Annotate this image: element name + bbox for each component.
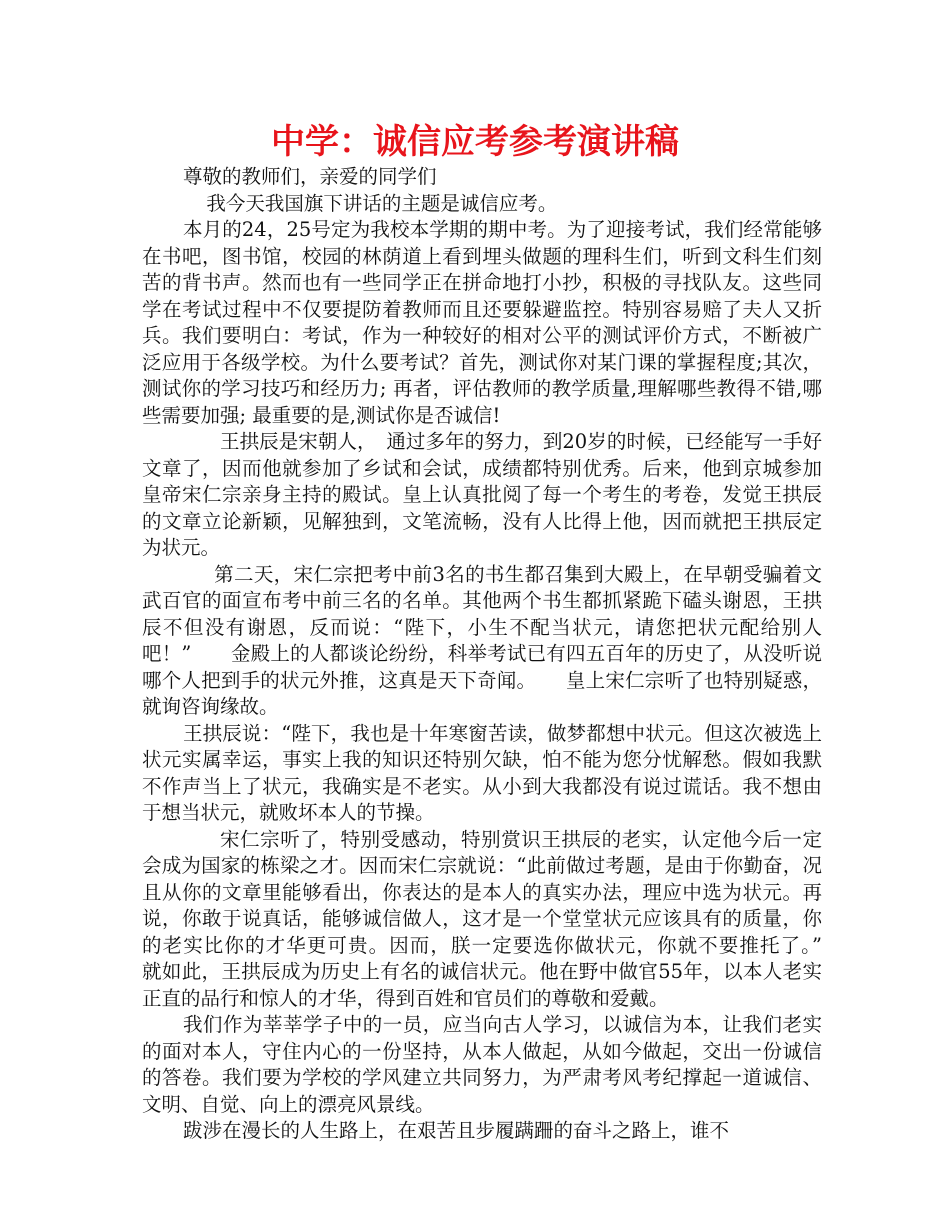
topic-paragraph: 我今天我国旗下讲话的主题是诚信应考。 <box>206 191 558 215</box>
salutation-paragraph: 尊敬的教师们，亲爱的同学们 <box>182 165 437 188</box>
closing-paragraph: 跋涉在漫长的人生路上，在艰苦且步履蹒跚的奋斗之路上，谁不 <box>182 1119 729 1142</box>
call-to-action-paragraph: 我们作为莘莘学子中的一员，应当向古人学习，以诚信为本，让我们老实的面对本人，守住内心的一份坚持，从本人做起，从如今做起，交出一份诚信的答卷。我们要为学校的学风建立共同努力，为严肃考风考纪撑起一道诚信、文明、自觉、向上的漂亮风景线。 <box>142 1013 822 1116</box>
document-body <box>142 164 862 1145</box>
story-intro-paragraph: 王拱辰是宋朝人， 通过多年的努力，到20岁的时候，已经能写一手好文章了，因而他就参加了乡试和会试，成绩都特别优秀。后来，他到京城参加皇帝宋仁宗亲身主持的殿试。皇上认真批阅了每一个考生的考卷，发觉王拱辰的文章立论新颖，见解独到，文笔流畅，没有人比得上他，因而就把王拱辰定为状元。 <box>142 430 822 559</box>
story-second-day-paragraph: 第二天，宋仁宗把考中前3名的书生都召集到大殿上，在早朝受骗着文武百官的面宣布考中前三名的名单。其他两个书生都抓紧跪下磕头谢恩，王拱辰不但没有谢恩，反而说：“陛下，小生不配当状元，请您把状元配给别人吧！” 金殿上的人都谈论纷纷，科举考试已有四五百年的历史了，从没听说哪个人把到手的状元外推，这真是天下奇闻。 皇上宋仁宗听了也特别疑惑，就询咨询缘故。 <box>142 562 822 718</box>
document-title: 中学：诚信应考参考演讲稿 <box>271 122 679 162</box>
story-reply-paragraph: 王拱辰说：“陛下，我也是十年寒窗苦读，做梦都想中状元。但这次被选上状元实属幸运，事实上我的知识还特别欠缺，怕不能为您分忧解愁。假如我默不作声当上了状元，我确实是不老实。从小到大我都没有说过谎话。我不想由于想当状元，就败坏本人的节操。 <box>142 721 822 824</box>
exam-paragraph: 本月的24，25号定为我校本学期的期中考。为了迎接考试，我们经常能够在书吧，图书馆，校园的林荫道上看到埋头做题的理科生们，听到文科生们刻苦的背书声。然而也有一些同学正在拼命地打小抄，积极的寻找队友。这些同学在考试过程中不仅要提防着教师而且还要躲避监控。特别容易赔了夫人又折兵。我们要明白：考试，作为一种较好的相对公平的测试评价方式，不断被广泛应用于各级学校。为什么要考试？首先，测试你对某门课的掌握程度;其次，测试你的学习技巧和经历力; 再者，评估教师的教学质量,理解哪些教得不错,哪些需要加强; 最重要的是,测试你是否诚信! <box>142 218 822 427</box>
story-emperor-paragraph: 宋仁宗听了，特别受感动，特别赏识王拱辰的老实，认定他今后一定会成为国家的栋梁之才。因而宋仁宗就说：“此前做过考题，是由于你勤奋，况且从你的文章里能够看出，你表达的是本人的真实办法，理应中选为状元。再说，你敢于说真话，能够诚信做人，这才是一个堂堂状元应该具有的质量，你的老实比你的才华更可贵。因而，朕一定要选你做状元，你就不要推托了。” 就如此，王拱辰成为历史上有名的诚信状元。他在野中做官55年，以本人老实正直的品行和惊人的才华，得到百姓和官员们的尊敬和爱戴。 <box>142 827 862 1010</box>
